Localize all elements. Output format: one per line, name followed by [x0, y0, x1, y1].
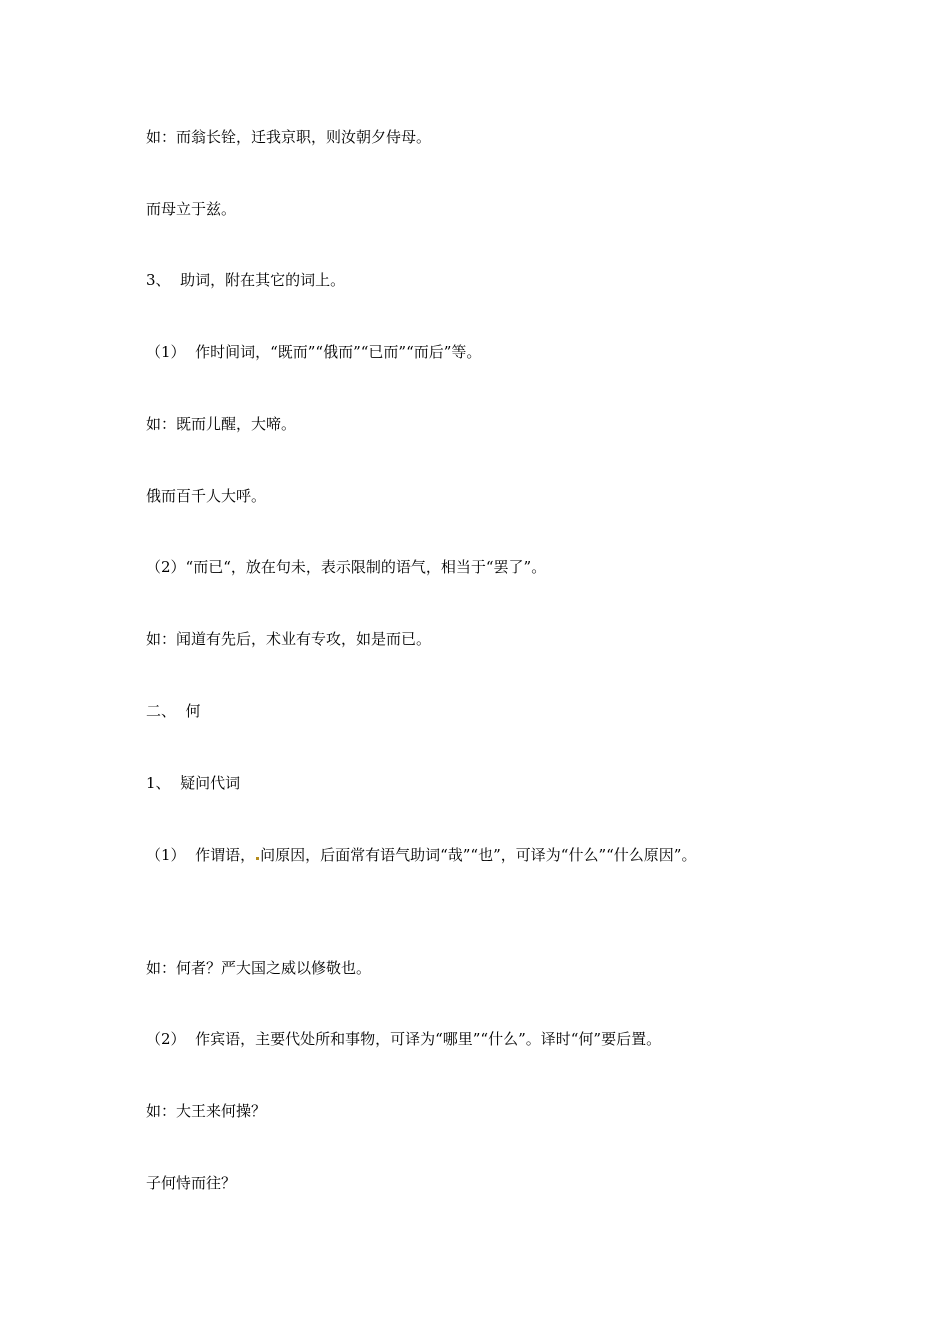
section-heading-he: 二、 何: [146, 702, 201, 720]
text-line-1: 如：而翁长铨，迁我京职，则汝朝夕侍母。: [146, 128, 432, 146]
text-line-3: 3、 助词，附在其它的词上。: [146, 271, 346, 289]
text-line-11: [146, 845, 696, 865]
text-line-8: 如：闻道有先后，术业有专攻，如是而已。: [146, 630, 432, 648]
text-line-6: 俄而百千人大呼。: [146, 487, 267, 505]
text-line-5: 如：既而儿醒，大啼。: [146, 415, 297, 433]
highlight-marker: [256, 857, 259, 860]
text-line-7: （2）“而已“，放在句未，表示限制的语气，相当于“罢了”。: [146, 558, 547, 576]
text-line-4: （1） 作时间词，“既而”“俄而”“已而”“而后”等。: [146, 343, 482, 361]
text-line-11-start: （1） 作谓语，: [146, 846, 256, 864]
text-line-12: 如：何者？严大国之威以修敬也。: [146, 959, 372, 977]
text-line-13: （2） 作宾语，主要代处所和事物，可译为“哪里”“什么”。译时“何”要后置。: [146, 1030, 662, 1048]
text-line-15: 子何恃而往？: [146, 1174, 237, 1192]
text-line-2: 而母立于兹。: [146, 200, 237, 218]
text-line-11-end: 问原因，后面常有语气助词“哉”“也”，可译为“什么”“什么原因”。: [260, 846, 697, 864]
subsection-heading: 1、 疑问代词: [146, 774, 241, 792]
text-line-14: 如：大王来何操？: [146, 1102, 267, 1120]
